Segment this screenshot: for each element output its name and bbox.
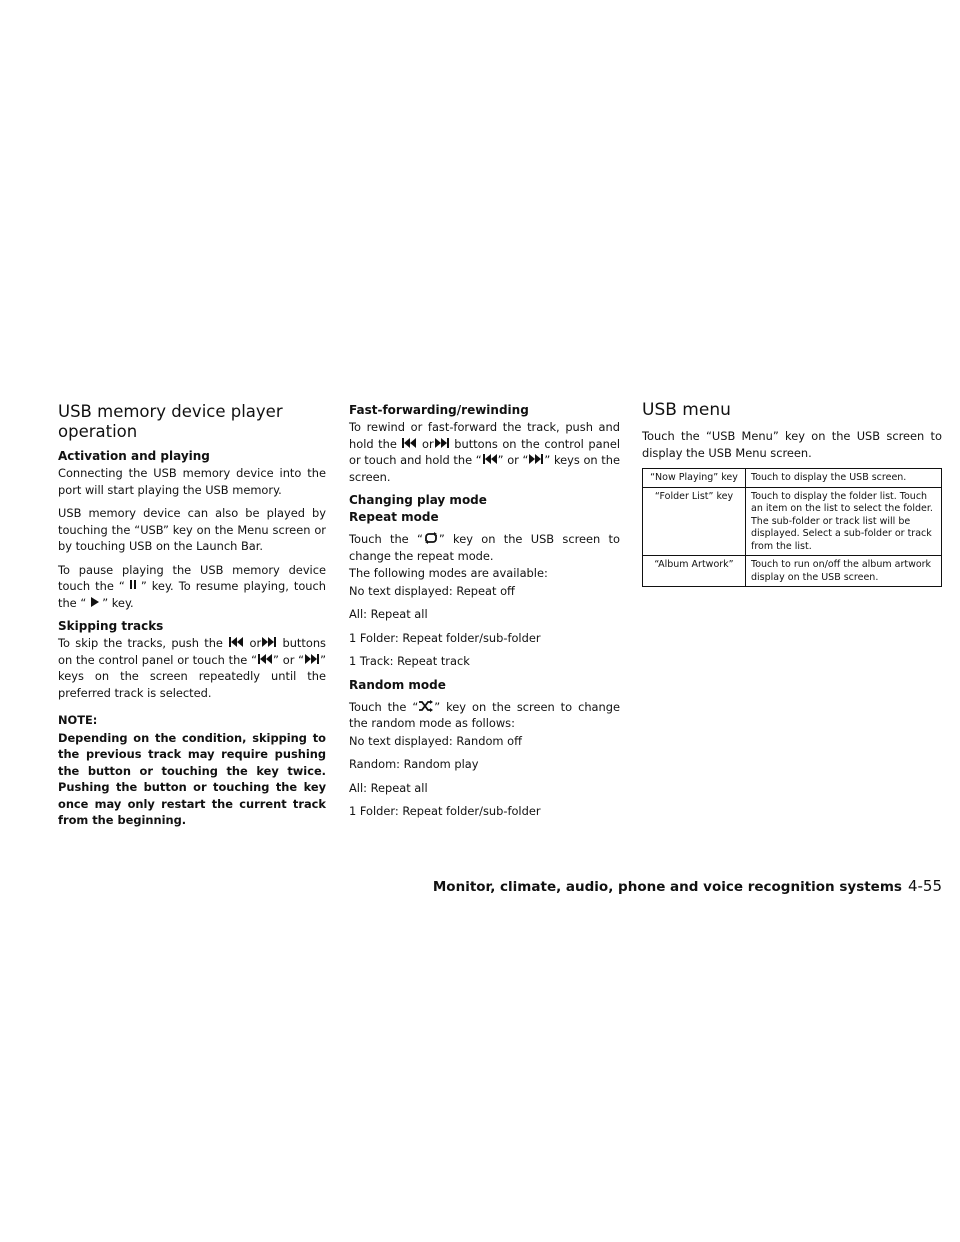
random-mode-all: All: Repeat all [349,780,428,795]
heading-fast-forward: Fast-forwarding/rewinding [349,403,529,417]
para-skipping: To skip the tracks, push the or buttons on the control panel or touch the “ ” or “ ” keys on the screen repeatedly until the preferred track is selected. [58,636,326,700]
table-row [643,556,942,587]
menu-key-cell: “Folder List” key [643,487,746,556]
next-track-icon [261,636,277,648]
repeat-mode-off: No text displayed: Repeat off [349,583,515,598]
menu-desc-cell: Touch to display the folder list. Touch an item on the list to select the folder. The sub-folder or track list will be displayed. Select a sub-folder or track from the list. [746,487,942,556]
repeat-mode-all: All: Repeat all [349,607,428,621]
random-mode-off: No text displayed: Random off [349,733,522,748]
previous-track-icon [401,437,417,449]
column-left [58,402,326,836]
repeat-mode-track: 1 Track: Repeat track [349,654,470,668]
heading-play-mode: Changing play mode [349,493,487,507]
note-text: Depending on the condition, skipping to the previous track may require pushing the button or touching the key twice. Pushing the button or touching the key once may only restart the current track from the beginning. [58,730,326,827]
next-track-icon [434,437,450,449]
random-mode-random: Random: Random play [349,757,479,771]
menu-desc-cell: Touch to run on/off the album artwork display on the USB screen. [746,556,942,587]
column-middle [349,402,620,827]
section-title-usb-player: USB memory device player operation [58,402,283,441]
para-fast-forward: To rewind or fast-forward the track, push and hold the or buttons on the control panel or touch and hold the “ ” or “ ” keys on the screen. [349,420,621,484]
repeat-icon [423,532,439,544]
usb-menu-table [642,468,942,587]
pause-icon [125,579,141,591]
para-usb-menu-intro: Touch the “USB Menu” key on the USB screen to display the USB Menu screen. [642,429,942,460]
page-number: 4-55 [907,877,942,895]
heading-activation: Activation and playing [58,449,210,463]
para-random: Touch the “ ” key on the screen to change the random mode as follows: [349,699,620,730]
previous-track-icon [228,636,244,648]
para-menu-screen: USB memory device can also be played by touching the “USB” key on the Menu screen or by touching USB on the Launch Bar. [58,506,326,553]
previous-track-icon [257,653,273,665]
random-mode-folder: 1 Folder: Repeat folder/sub-folder [349,804,541,818]
heading-repeat-mode: Repeat mode [349,510,439,524]
play-icon [86,596,102,608]
para-repeat: Touch the “ ” key on the USB screen to change the repeat mode. [349,532,620,563]
heading-skipping: Skipping tracks [58,619,164,633]
next-track-icon [528,453,544,465]
table-row [643,469,942,488]
table-row [643,487,942,556]
column-right [642,400,942,587]
menu-key-cell: “Now Playing” key [643,469,746,488]
heading-random-mode: Random mode [349,677,446,692]
note-label: NOTE: [58,713,98,727]
previous-track-icon [482,453,498,465]
page-footer [430,876,942,895]
section-title-usb-menu: USB menu [642,400,731,420]
shuffle-icon [418,700,434,712]
para-modes-available: The following modes are available: [349,566,548,580]
repeat-mode-folder: 1 Folder: Repeat folder/sub-folder [349,630,541,645]
menu-desc-cell: Touch to display the USB screen. [746,469,942,488]
menu-key-cell: “Album Artwork” [643,556,746,587]
footer-section-title: Monitor, climate, audio, phone and voice recognition systems [432,879,902,895]
para-pause-resume: To pause playing the USB memory device touch the “ ” key. To resume playing, touch the “ ” key. [58,562,326,610]
para-connecting: Connecting the USB memory device into the port will start playing the USB memory. [58,466,326,497]
next-track-icon [304,653,320,665]
